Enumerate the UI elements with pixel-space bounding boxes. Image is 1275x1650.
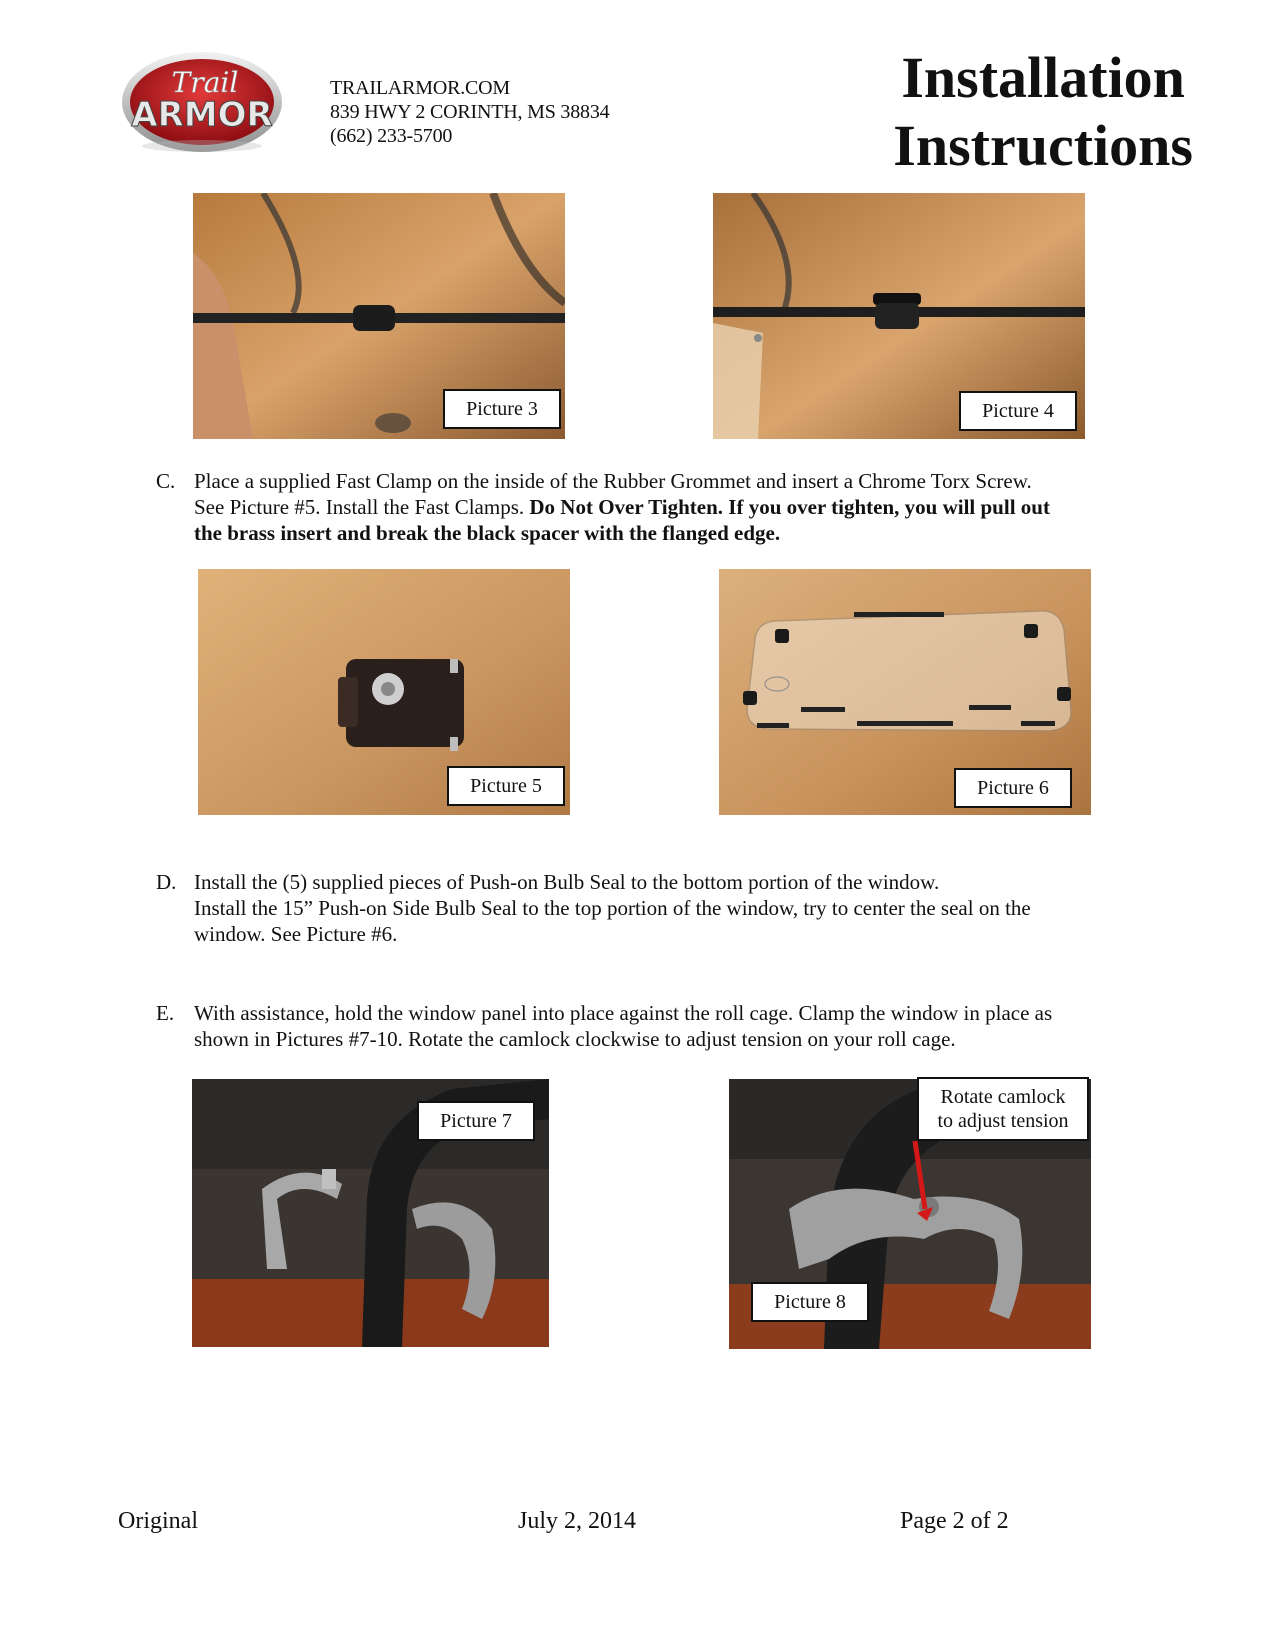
title-line-1: Installation (901, 45, 1185, 110)
trail-armor-logo (120, 50, 290, 160)
step-d-line-1: Install the (5) supplied pieces of Push-on Bulb Seal to the bottom portion of the window. (194, 870, 940, 894)
photo-picture-3 (193, 193, 565, 439)
step-e-line-1: With assistance, hold the window panel into place against the roll cage. Clamp the window in place as (194, 1001, 1053, 1025)
step-d-letter: D. (156, 870, 177, 894)
company-phone: (662) 233-5700 (330, 125, 453, 147)
callout-line-1: Rotate camlock (940, 1086, 1066, 1108)
photo-picture-7 (192, 1079, 549, 1347)
company-address: 839 HWY 2 CORINTH, MS 38834 (330, 101, 610, 123)
picture-7-caption: Picture 7 (417, 1101, 535, 1141)
logo-text-trail: Trail (171, 66, 239, 99)
step-d (156, 869, 1146, 947)
company-website: TRAILARMOR.COM (330, 77, 510, 99)
page-title (893, 44, 1193, 180)
picture-8-caption: Picture 8 (751, 1282, 869, 1322)
step-c-line-1: Place a supplied Fast Clamp on the inside of the Rubber Grommet and insert a Chrome Torx Screw. (194, 469, 1032, 493)
title-line-2: Instructions (893, 113, 1193, 178)
picture-4-caption: Picture 4 (959, 391, 1077, 431)
company-info (330, 76, 609, 148)
picture-3-caption: Picture 3 (443, 389, 561, 429)
camlock-callout (917, 1077, 1089, 1141)
footer-page-number: Page 2 of 2 (900, 1508, 1009, 1534)
step-d-line-2: Install the 15” Push-on Side Bulb Seal to the top portion of the window, try to center the seal on the (194, 896, 1031, 920)
step-e-letter: E. (156, 1001, 175, 1025)
logo-text-armor: ARMOR (131, 95, 273, 135)
callout-line-2: to adjust tension (937, 1110, 1069, 1132)
step-e (156, 1000, 1146, 1052)
picture-5-caption: Picture 5 (447, 766, 565, 806)
step-c-letter: C. (156, 469, 176, 493)
step-d-line-3: window. See Picture #6. (194, 922, 398, 946)
step-e-line-2: shown in Pictures #7-10. Rotate the camlock clockwise to adjust tension on your roll cage. (194, 1027, 956, 1051)
footer-date: July 2, 2014 (518, 1508, 637, 1534)
step-c-warning-1: Do Not Over Tighten. If you over tighten, you will pull out (529, 495, 1050, 519)
photo-picture-6 (719, 569, 1091, 815)
step-c-warning-2: the brass insert and break the black spacer with the flanged edge. (194, 521, 781, 545)
picture-6-caption: Picture 6 (954, 768, 1072, 808)
step-c-line-2: See Picture #5. Install the Fast Clamps. (194, 495, 530, 519)
photo-picture-5 (198, 569, 570, 815)
photo-picture-4 (713, 193, 1085, 439)
footer-revision: Original (118, 1508, 198, 1534)
step-c (156, 468, 1146, 546)
